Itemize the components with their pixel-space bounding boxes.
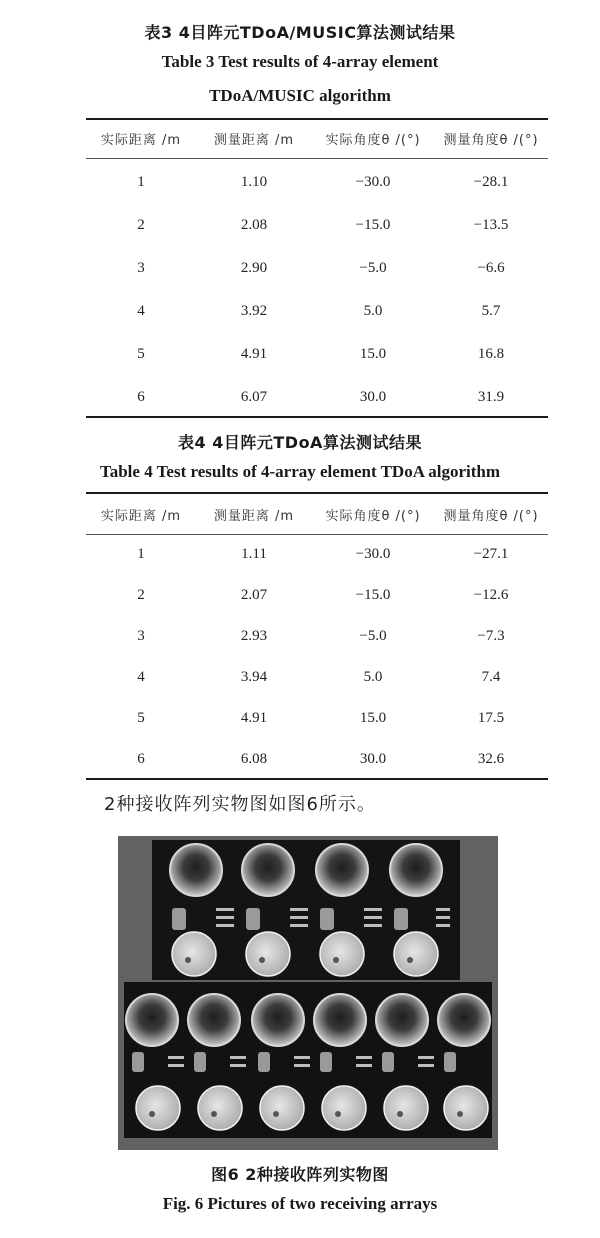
table-cell: 3: [137, 259, 145, 276]
table3-caption-en-line2: TDoA/MUSIC algorithm: [209, 86, 391, 105]
table-cell: 6.07: [240, 388, 268, 405]
table-cell: −7.3: [477, 627, 505, 644]
table4-row: [86, 747, 548, 771]
table-cell: 2.90: [240, 259, 268, 276]
table-cell: 31.9: [477, 388, 505, 405]
table-cell: 4.91: [240, 709, 268, 726]
table-cell: 1: [137, 173, 145, 190]
table-cell: −28.1: [473, 173, 509, 190]
table-cell: 4: [137, 302, 145, 319]
table3-row: [86, 299, 548, 323]
table4-header-cell: 实际角度θ /(°): [325, 508, 421, 524]
table-cell: 6: [137, 388, 145, 405]
table4-bottom-rule: [86, 778, 548, 780]
table-cell: 2.08: [240, 216, 268, 233]
table3-top-rule: [86, 118, 548, 120]
table-cell: 2: [137, 586, 145, 603]
table-cell: 17.5: [477, 709, 505, 726]
table-cell: 15.0: [359, 345, 387, 362]
table3-row: [86, 256, 548, 280]
table-cell: 3.92: [240, 302, 268, 319]
table3-bottom-rule: [86, 416, 548, 418]
table-cell: 1.10: [240, 173, 268, 190]
table-cell: −5.0: [359, 259, 387, 276]
table-cell: 5.0: [363, 668, 383, 685]
table-cell: 6: [137, 750, 145, 767]
table-cell: 4.91: [240, 345, 268, 362]
table-cell: 3.94: [240, 668, 268, 685]
figure6-caption-cn: 图6 2种接收阵列实物图: [211, 1165, 389, 1184]
table4-caption-en: Table 4 Test results of 4-array element TDoA algorithm: [99, 462, 501, 481]
table3-caption-en-line1: Table 3 Test results of 4-array element: [161, 52, 439, 71]
table3-header-row: [86, 126, 548, 150]
table-cell: 7.4: [481, 668, 501, 685]
table-cell: −5.0: [359, 627, 387, 644]
table-cell: 4: [137, 668, 145, 685]
table-cell: 30.0: [359, 750, 387, 767]
table-cell: 30.0: [359, 388, 387, 405]
table-cell: 6.08: [240, 750, 268, 767]
table3-row: [86, 170, 548, 194]
table-cell: −12.6: [473, 586, 509, 603]
table3-row: [86, 385, 548, 409]
table-cell: −13.5: [473, 216, 509, 233]
table4-row: [86, 706, 548, 730]
table4-row: [86, 624, 548, 648]
figure6-caption-en: Fig. 6 Pictures of two receiving arrays: [162, 1194, 438, 1213]
table-cell: 1.11: [241, 545, 267, 562]
body-paragraph: 2种接收阵列实物图如图6所示。: [104, 794, 376, 815]
table-cell: 5: [137, 345, 145, 362]
table-cell: −6.6: [477, 259, 505, 276]
table-cell: 16.8: [477, 345, 505, 362]
table-cell: 2.93: [240, 627, 268, 644]
receiving-arrays-photo: [118, 836, 498, 1150]
six-element-array-board: [124, 982, 492, 1138]
table-cell: −15.0: [355, 586, 391, 603]
table-cell: 2.07: [240, 586, 268, 603]
table-cell: −30.0: [355, 173, 391, 190]
table4-header-row: [86, 502, 548, 526]
table-cell: 1: [137, 545, 145, 562]
table4-row: [86, 665, 548, 689]
table-cell: 5.7: [481, 302, 501, 319]
table-cell: 15.0: [359, 709, 387, 726]
four-element-array-board: [152, 840, 460, 980]
table-cell: 3: [137, 627, 145, 644]
table3-header-cell: 实际角度θ /(°): [325, 132, 421, 148]
table3-header-cell: 测量距离 /m: [213, 132, 295, 148]
table-cell: −27.1: [473, 545, 509, 562]
table3-row: [86, 342, 548, 366]
table3-caption-cn: 表3 4目阵元TDoA/MUSIC算法测试结果: [144, 23, 456, 42]
table-cell: −30.0: [355, 545, 391, 562]
table3-header-cell: 实际距离 /m: [100, 132, 182, 148]
table4-header-cell: 测量角度θ /(°): [443, 508, 539, 524]
table3-header-rule: [86, 158, 548, 159]
table4-header-cell: 实际距离 /m: [100, 508, 182, 524]
table-cell: 5: [137, 709, 145, 726]
table4-header-cell: 测量距离 /m: [213, 508, 295, 524]
table4-header-rule: [86, 534, 548, 535]
table4-row: [86, 583, 548, 607]
table3-header-cell: 测量角度θ /(°): [443, 132, 539, 148]
table3-row: [86, 213, 548, 237]
table4-top-rule: [86, 492, 548, 494]
table-cell: 32.6: [477, 750, 505, 767]
table-cell: −15.0: [355, 216, 391, 233]
table4-row: [86, 542, 548, 566]
table-cell: 2: [137, 216, 145, 233]
table-cell: 5.0: [363, 302, 383, 319]
table4-caption-cn: 表4 4目阵元TDoA算法测试结果: [178, 433, 422, 452]
